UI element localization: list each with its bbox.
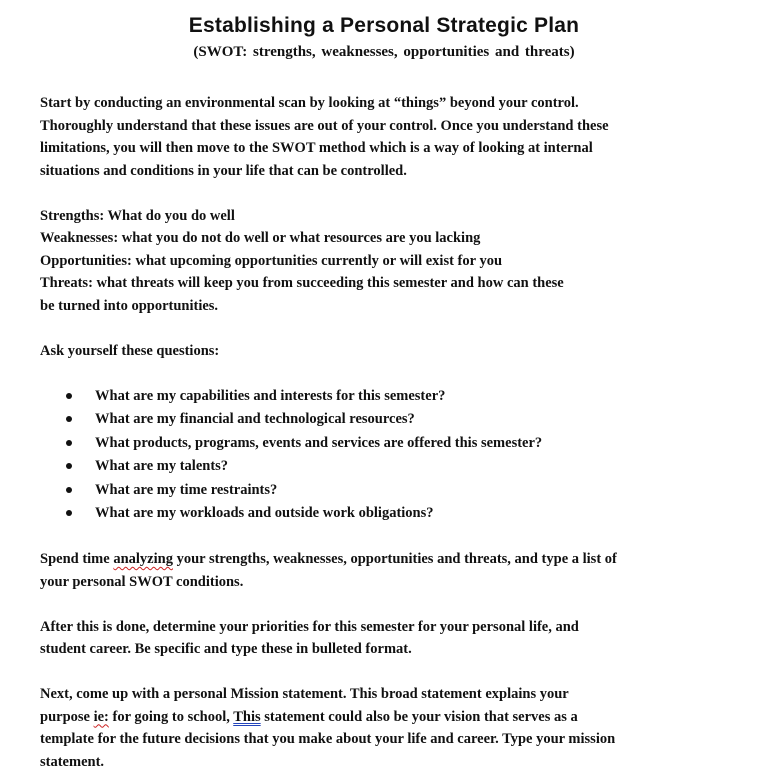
swot-definitions: [40, 205, 740, 318]
mission-paragraph: [40, 683, 740, 773]
text-line: [40, 706, 740, 729]
text-fragment: your strengths, weaknesses, opportunities and threats, and type a list of: [172, 551, 617, 567]
text-line: situations and conditions in your life that can be controlled.: [40, 162, 407, 179]
text-fragment: purpose: [40, 708, 94, 725]
text-fragment: Spend time: [40, 551, 114, 567]
text-line: Start by conducting an environmental scan by looking at “things” beyond your control.: [40, 95, 579, 111]
text-line: your personal SWOT conditions.: [40, 573, 244, 590]
list-item: What are my time restraints?: [40, 479, 740, 503]
spend-time-paragraph: [40, 548, 740, 593]
text-line: [40, 548, 740, 571]
list-item: What are my financial and technological resources?: [40, 408, 740, 432]
list-item: What are my capabilities and interests for this semester?: [40, 385, 740, 409]
text-line: statement.: [40, 753, 105, 770]
document-body: [40, 92, 740, 773]
list-item: What products, programs, events and services are offered this semester?: [40, 432, 740, 456]
text-fragment: for going to school,: [108, 708, 234, 725]
questions-list: [40, 385, 740, 526]
swot-strengths: Strengths: What do you do well: [40, 207, 235, 224]
document-subtitle: (SWOT: strengths, weaknesses, opportunities and threats): [193, 44, 575, 60]
text-line: student career. Be specific and type these in bulleted format.: [40, 641, 412, 657]
list-item: What are my workloads and outside work obligations?: [40, 502, 740, 526]
list-item: What are my talents?: [40, 455, 740, 479]
intro-paragraph: [40, 92, 740, 182]
text-line: Next, come up with a personal Mission statement. This broad statement explains your: [40, 686, 569, 702]
swot-threats-continued: be turned into opportunities.: [40, 297, 219, 314]
swot-threats: Threats: what threats will keep you from succeeding this semester and how can these: [40, 275, 564, 291]
swot-weaknesses: Weaknesses: what you do not do well or what resources are you lacking: [40, 230, 481, 246]
text-line: Thoroughly understand that these issues are out of your control. Once you understand these: [40, 117, 609, 134]
text-fragment: statement could also be your vision that serves as a: [260, 708, 578, 725]
grammar-flagged-word[interactable]: This: [233, 708, 261, 725]
text-line: template for the future decisions that you make about your life and career. Type your mission: [40, 731, 616, 747]
questions-intro: Ask yourself these questions:: [40, 342, 220, 359]
priorities-paragraph: [40, 616, 740, 661]
spellcheck-flagged-word[interactable]: analyzing: [113, 551, 173, 567]
text-line: limitations, you will then move to the SWOT method which is a way of looking at internal: [40, 140, 593, 156]
spellcheck-flagged-word[interactable]: ie:: [93, 708, 109, 725]
swot-opportunities: Opportunities: what upcoming opportunities currently or will exist for you: [40, 252, 503, 269]
text-line: After this is done, determine your priorities for this semester for your personal life, and: [40, 618, 579, 635]
document-title: Establishing a Personal Strategic Plan: [188, 14, 580, 37]
